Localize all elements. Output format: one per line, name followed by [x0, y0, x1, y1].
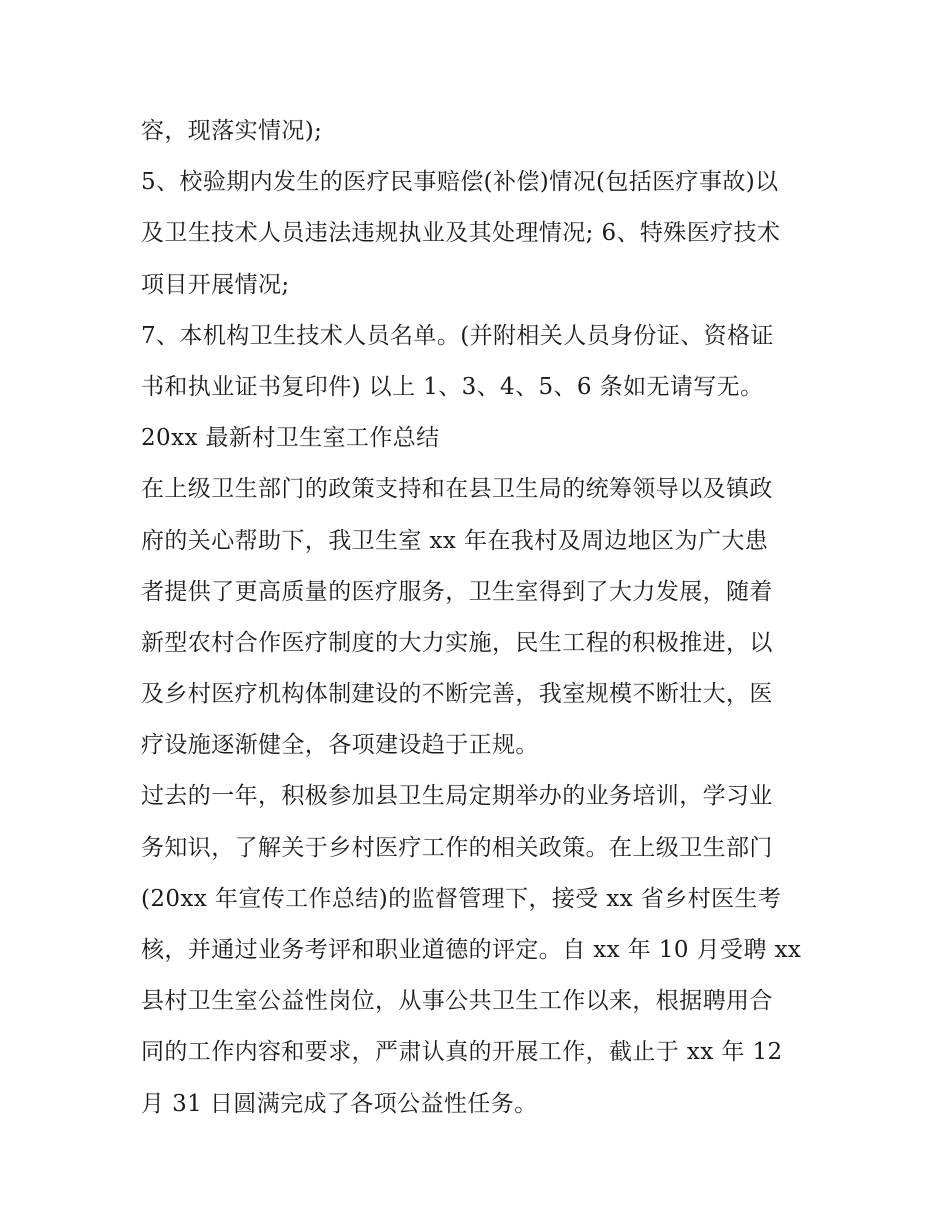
text-line-18: 县村卫生室公益性岗位，从事公共卫生工作以来，根据聘用合 — [141, 988, 773, 1015]
text-line-20: 月 31 日圆满完成了各项公益性任务。 — [141, 1090, 538, 1117]
section-heading: 20xx 最新村卫生室工作总结 — [141, 425, 440, 452]
text-line-6: 书和执业证书复印件) 以上 1、3、4、5、6 条如无请写无。 — [141, 373, 764, 400]
text-line-10: 者提供了更高质量的医疗服务，卫生室得到了大力发展，随着 — [141, 578, 773, 605]
text-line-3: 及卫生技术人员违法违规执业及其处理情况; 6、特殊医疗技术 — [141, 220, 781, 247]
text-line-11: 新型农村合作医疗制度的大力实施，民生工程的积极推进，以 — [141, 629, 773, 656]
text-line-17: 核，并通过业务考评和职业道德的评定。自 xx 年 10 月受聘 xx — [141, 937, 802, 963]
document-body — [141, 106, 821, 1130]
text-line-19: 同的工作内容和要求，严肃认真的开展工作，截止于 xx 年 12 — [141, 1039, 783, 1066]
text-line-15: 务知识，了解关于乡村医疗工作的相关政策。在上级卫生部门 — [141, 834, 773, 861]
text-line-5: 7、本机构卫生技术人员名单。(并附相关人员身份证、资格证 — [141, 322, 774, 349]
text-line-12: 及乡村医疗机构体制建设的不断完善，我室规模不断壮大，医 — [141, 681, 773, 708]
text-line-8: 在上级卫生部门的政策支持和在县卫生局的统筹领导以及镇政 — [141, 476, 773, 503]
text-line-16: (20xx 年宣传工作总结)的监督管理下，接受 xx 省乡村医生考 — [141, 885, 782, 912]
text-line-13: 疗设施逐渐健全，各项建设趋于正规。 — [141, 732, 539, 759]
text-line-9: 府的关心帮助下，我卫生室 xx 年在我村及周边地区为广大患 — [141, 527, 769, 554]
text-line-1: 容，现落实情况); — [141, 118, 323, 144]
text-line-14: 过去的一年，积极参加县卫生局定期举办的业务培训，学习业 — [141, 783, 773, 810]
text-line-2: 5、校验期内发生的医疗民事赔偿(补偿)情况(包括医疗事故)以 — [141, 169, 779, 196]
text-line-4: 项目开展情况; — [141, 271, 290, 298]
